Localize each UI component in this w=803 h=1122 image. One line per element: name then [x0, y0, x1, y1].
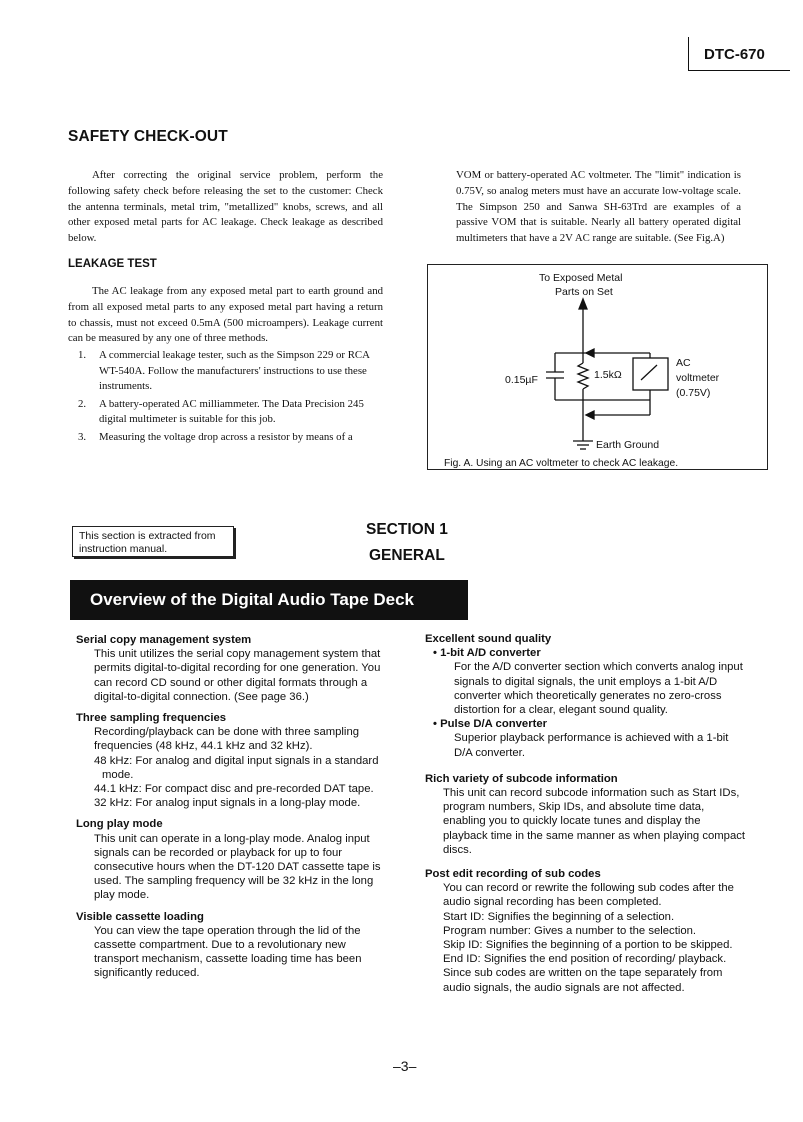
overview-left-column [76, 633, 388, 988]
overview-right-column [425, 632, 748, 1002]
start-id-item: Start ID: Signifies the beginning of a selection. [443, 910, 675, 923]
voltmeter-box [633, 358, 668, 390]
up-arrow-icon [579, 299, 587, 309]
da-converter-body: Superior playback performance is achieved with a 1-bit D/A converter. [454, 732, 729, 759]
figure-a [427, 264, 768, 470]
serial-copy-body: This unit utilizes the serial copy management system that permits digital-to-digital recording for one generation. You can record CD sound or other digital formats through a digital-to-digital connection. (See page 36.) [94, 648, 381, 703]
ad-converter-title-text: 1-bit A/D converter [440, 647, 541, 660]
fig-top-label-2: Parts on Set [555, 286, 613, 298]
end-id-item: End ID: Signifies the end position of recording/ playback. [443, 953, 727, 966]
method-number: 3. [78, 430, 87, 443]
sampling-body: Recording/playback can be done with three sampling frequencies (48 kHz, 44.1 kHz and 32 kHz). [94, 726, 360, 753]
sampling-44khz: 44.1 kHz: For compact disc and pre-recorded DAT tape. [94, 783, 374, 796]
method-item [68, 430, 383, 446]
header-rule-horizontal [688, 70, 790, 71]
sampling-48khz: 48 kHz: For analog and digital input signals in a standard mode. [94, 754, 379, 781]
section-number: SECTION 1 [366, 521, 448, 538]
subcode-body: This unit can record subcode information such as Start IDs, program numbers, Skip IDs, and absolute time data, enabling you to quickly locate tunes and display the playback time in the same manner as when playing compact discs. [443, 787, 746, 856]
program-number-item: Program number: Gives a number to the selection. [443, 924, 697, 937]
cassette-section [76, 910, 388, 981]
header-rule-vertical [688, 37, 689, 71]
left-arrow-icon [586, 349, 594, 357]
ad-converter-title: • 1-bit A/D converter [433, 647, 541, 660]
section-name: GENERAL [369, 547, 445, 564]
overview-banner: Overview of the Digital Audio Tape Deck [70, 580, 468, 620]
page-number: –3– [393, 1058, 417, 1074]
subcode-section [425, 772, 748, 857]
method-continuation-block [456, 168, 741, 247]
ad-converter-body: For the A/D converter section which converts analog input signals to digital signals, the unit employs a 1-bit A/D converter which theoretically generates no zero-cross distortion for a clear, elegant sound quality. [454, 661, 743, 717]
fig-ground-label: Earth Ground [596, 439, 660, 451]
post-edit-body: You can record or rewrite the following sub codes after the audio signal recording has been completed. [443, 882, 734, 909]
da-converter-title: • Pulse D/A converter [433, 718, 548, 731]
safety-intro: After correcting the original service problem, perform the following safety check before releasing the set to the customer: Check the antenna terminals, metal trim, "metallized" knobs, screws, and all other exposed metal parts for AC leakage. Check leakage as described below. [68, 169, 383, 245]
voltmeter-needle [641, 365, 657, 380]
leakage-title: LEAKAGE TEST [68, 258, 157, 270]
sampling-32khz: 32 kHz: For analog input signals in a long-play mode. [94, 797, 361, 810]
sound-quality-title: Excellent sound quality [425, 633, 552, 645]
fig-capacitor-label: 0.15µF [505, 374, 538, 386]
sound-quality-section [425, 632, 748, 760]
method-text: A commercial leakage tester, such as the Simpson 229 or RCA WT-540A. Follow the manufacturers' instructions to use these instruments. [99, 349, 370, 392]
fig-meter-label-2: voltmeter [676, 372, 720, 384]
long-play-body: This unit can operate in a long-play mode. Analog input signals can be recorded or playback for up to four consecutive hours when the DT-120 DAT cassette tape is used. The sampling frequency will be 32 kHz in the long play mode. [94, 832, 381, 902]
leakage-intro: The AC leakage from any exposed metal part to earth ground and from all exposed metal parts to any exposed metal part having a return to chassis, must not exceed 0.5mA (500 microampers). Leakage current can be measured by any one of three methods. [68, 285, 383, 345]
serial-copy-section [76, 633, 388, 704]
method-number: 2. [78, 397, 87, 410]
long-play-section [76, 817, 388, 902]
fig-meter-label-1: AC [676, 357, 691, 369]
subcode-title: Rich variety of subcode information [425, 772, 618, 785]
safety-title: SAFETY CHECK-OUT [68, 128, 228, 145]
method-number: 1. [78, 349, 87, 361]
subcode-note: Since sub codes are written on the tape separately from audio signals, the audio signals are not affected. [443, 967, 723, 994]
method-item [68, 397, 383, 428]
leakage-intro-block [68, 284, 383, 347]
sampling-title: Three sampling frequencies [76, 712, 227, 725]
fig-resistor-label: 1.5kΩ [594, 369, 622, 381]
methods-list [68, 348, 383, 447]
fig-caption: Fig. A. Using an AC voltmeter to check AC leakage. [444, 458, 679, 469]
da-converter-title-text: Pulse D/A converter [440, 718, 548, 731]
method-text: A battery-operated AC milliammeter. The Data Precision 245 digital multimeter is suitable for this job. [99, 397, 364, 425]
extract-note-line-2: instruction manual. [79, 543, 168, 555]
extract-note [72, 526, 234, 557]
cassette-title: Visible cassette loading [76, 910, 204, 923]
post-edit-title: Post edit recording of sub codes [425, 868, 601, 881]
safety-intro-block [68, 168, 383, 247]
long-play-title: Long play mode [76, 818, 163, 831]
left-arrow-icon [586, 411, 594, 419]
resistor-zigzag [578, 363, 588, 389]
fig-meter-label-3: (0.75V) [676, 387, 711, 399]
sampling-section [76, 711, 388, 810]
fig-top-label-1: To Exposed Metal [539, 272, 623, 284]
skip-id-item: Skip ID: Signifies the beginning of a portion to be skipped. [443, 939, 733, 952]
serial-copy-title: Serial copy management system [76, 634, 252, 646]
model-number: DTC-670 [704, 46, 765, 63]
cassette-body: You can view the tape operation through the lid of the cassette compartment. Due to a revolutionary new transport mechanism, cassette loading time has been significantly reduced. [94, 924, 362, 980]
method-text: Measuring the voltage drop across a resistor by means of a [99, 430, 353, 443]
extract-note-line-1: This section is extracted from [79, 530, 216, 542]
post-edit-section [425, 867, 748, 995]
method-continuation: VOM or battery-operated AC voltmeter. The "limit" indication is 0.75V, so analog meters must have an accurate low-voltage scale. The Simpson 250 and Sanwa SH-63Trd are examples of a passive VOM that is suitable. Nearly all battery operated digital multimeters that have a 2V AC range are suitable. (See Fig.A) [456, 169, 741, 245]
method-item [68, 348, 383, 395]
